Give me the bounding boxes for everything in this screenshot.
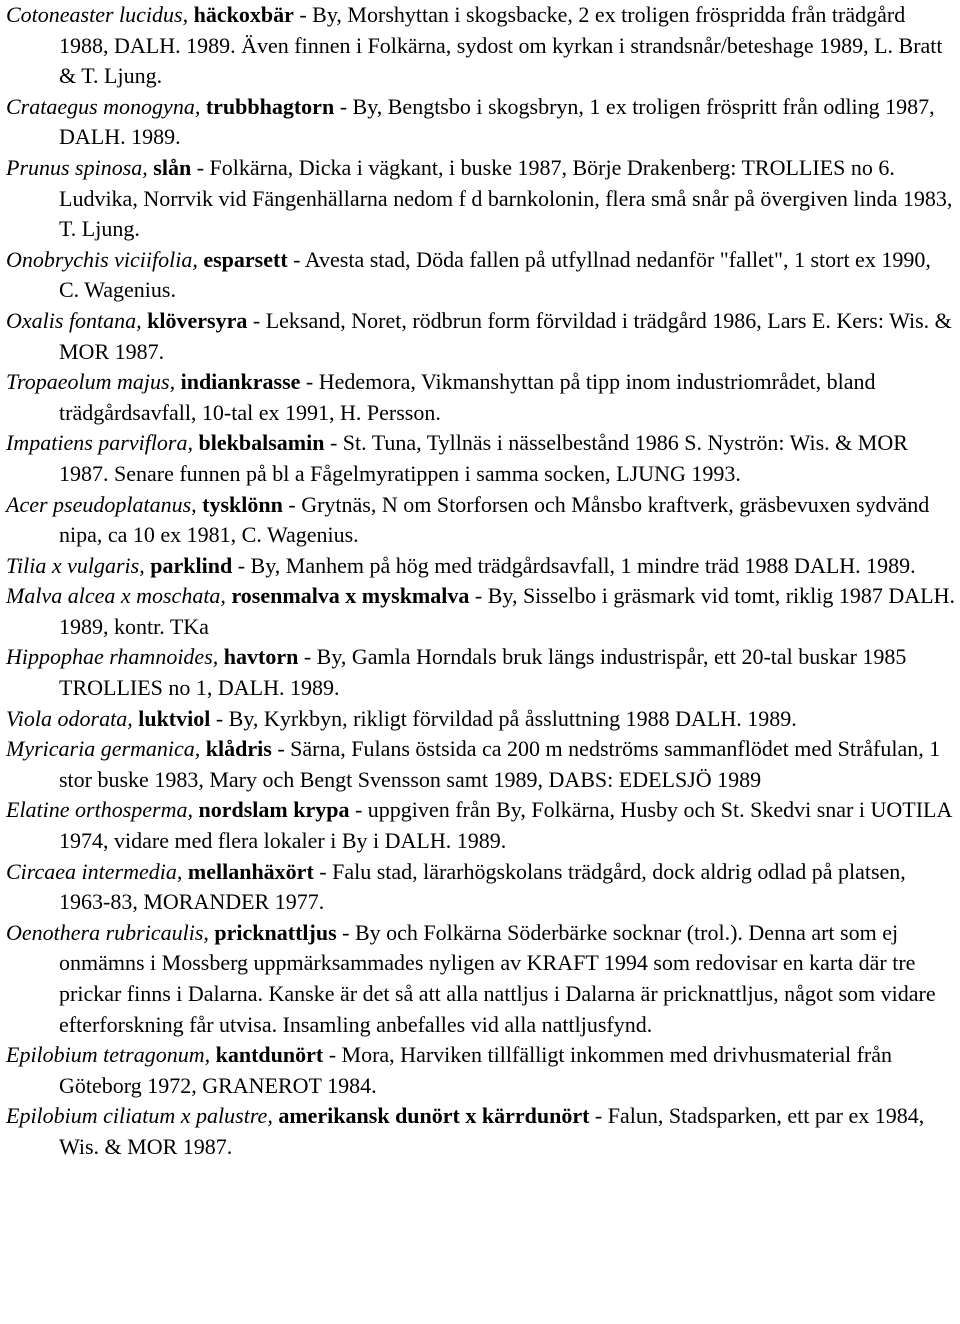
entry-text: - Hedemora, Vikmanshyttan på tipp inom industriområdet, bland trädgårdsavfall, 10-tal ex 1991, H. Persson. [59,369,876,425]
common-name: slån [153,154,192,180]
entry-text: - Falun, Stadsparken, ett par ex 1984, Wis. & MOR 1987. [59,1103,925,1159]
species-entry [6,92,956,153]
common-name: mellanhäxört [187,858,314,884]
scientific-name: Epilobium tetragonum, [6,1042,211,1068]
common-name: häckoxbär [193,2,294,27]
species-entry [6,367,956,428]
common-name: havtorn [223,644,299,670]
species-entry [6,1040,956,1101]
common-name: esparsett [203,246,288,272]
scientific-name: Impatiens parviflora, [6,430,193,456]
entry-text: - Särna, Fulans östsida ca 200 m nedströms sammanflödet med Stråfulan, 1 stor buske 1983, Mary och Bengt Svensson samt 1989, DABS: EDELSJÖ 1989 [59,736,941,792]
scientific-name: Circaea intermedia, [6,858,183,884]
common-name: luktviol [138,705,211,731]
common-name: klöversyra [147,307,248,333]
scientific-name: Oxalis fontana, [6,307,142,333]
common-name: pricknattljus [214,919,337,945]
scientific-name: Onobrychis viciifolia, [6,246,198,272]
common-name: klådris [205,736,272,762]
entry-text: - Avesta stad, Döda fallen på utfyllnad nedanför "fallet", 1 stort ex 1990, C. Wagenius. [59,246,931,303]
scientific-name: Viola odorata, [6,705,133,731]
entry-text: - uppgiven från By, Folkärna, Husby och St. Skedvi snar i UOTILA 1974, vidare med flera lokaler i By i DALH. 1989. [59,797,952,854]
species-entry [6,918,956,1040]
species-entry [6,642,956,703]
common-name: trubbhagtorn [205,93,335,119]
common-name: tysklönn [202,491,283,517]
common-name: indiankrasse [180,369,301,395]
scientific-name: Oenothera rubricaulis, [6,919,209,945]
entry-text: - Falu stad, lärarhögskolans trädgård, dock aldrig odlad på platsen, 1963-83, MORANDER 1977. [59,858,906,915]
common-name: rosenmalva x myskmalva [231,583,470,609]
species-entry [6,0,956,92]
scientific-name: Myricaria germanica, [6,736,201,762]
entry-text: - Leksand, Noret, rödbrun form förvildad i trädgård 1986, Lars E. Kers: Wis. & MOR 1987. [59,307,952,364]
common-name: kantdunört [215,1042,324,1068]
entry-text: - By, Manhem på hög med trädgårdsavfall, 1 mindre träd 1988 DALH. 1989. [232,552,916,578]
species-entry [6,490,956,551]
entry-text: - Mora, Harviken tillfälligt inkommen med drivhusmaterial från Göteborg 1972, GRANEROT 1984. [59,1042,892,1098]
species-entry [6,734,956,795]
scientific-name: Elatine orthosperma, [6,797,193,823]
scientific-name: Acer pseudoplatanus, [6,491,197,517]
species-entry [6,306,956,367]
entry-text: - By, Bengtsbo i skogsbryn, 1 ex troligen fröspritt från odling 1987, DALH. 1989. [59,93,935,150]
common-name: blekbalsamin [198,430,325,456]
entry-text: - Grytnäs, N om Storforsen och Månsbo kraftverk, gräsbevuxen sydvänd nipa, ca 10 ex 1981, C. Wagenius. [59,491,930,548]
species-entry [6,581,956,642]
scientific-name: Epilobium ciliatum x palustre, [6,1103,273,1129]
scientific-name: Malva alcea x moschata, [6,583,226,609]
species-entry [6,795,956,856]
species-entry [6,245,956,306]
entry-text: - By, Morshyttan i skogsbacke, 2 ex troligen fröspridda från trädgård 1988, DALH. 1989. Även finnen i Folkärna, sydost om kyrkan i strandsnår/beteshage 1989, L. Bratt & T. Ljung. [59,2,943,89]
common-name: nordslam krypa [198,797,350,823]
entry-text: - By och Folkärna Söderbärke socknar (trol.). Denna art som ej onmämns i Mossberg uppmärksammades nyligen av KRAFT 1994 som redovisar en karta där tre prickar finns i Dalarna. Kanske är det så att alla nattljus i Dalarna är pricknattljus, något som vidare efterforskning får utvisa. Insamling anbefalles vid alla nattljusfynd. [59,919,936,1037]
common-name: amerikansk dunört x kärrdunört [278,1103,590,1129]
scientific-name: Tropaeolum majus, [6,369,176,395]
species-entry [6,428,956,489]
species-entry [6,704,956,735]
scientific-name: Cotoneaster lucidus, [6,2,189,27]
scientific-name: Tilia x vulgaris, [6,552,145,578]
entry-text: - By, Kyrkbyn, rikligt förvildad på åssluttning 1988 DALH. 1989. [210,705,797,731]
entry-text: - By, Gamla Horndals bruk längs industrispår, ett 20-tal buskar 1985 TROLLIES no 1, DALH. 1989. [59,644,907,701]
scientific-name: Hippophae rhamnoides, [6,644,219,670]
species-entry [6,857,956,918]
species-entry [6,551,956,582]
entry-text: - By, Sisselbo i gräsmark vid tomt, riklig 1987 DALH. 1989, kontr. TKa [59,583,955,639]
entry-text: - St. Tuna, Tyllnäs i nässelbestånd 1986 S. Nyströn: Wis. & MOR 1987. Senare funnen på bl a Fågelmyratippen i samma socken, LJUNG 1993. [59,430,908,486]
scientific-name: Crataegus monogyna, [6,93,201,119]
species-entry [6,1101,956,1162]
scientific-name: Prunus spinosa, [6,154,148,180]
species-entry [6,153,956,245]
common-name: parklind [150,552,233,578]
entry-text: - Folkärna, Dicka i vägkant, i buske 1987, Börje Drakenberg: TROLLIES no 6. Ludvika, Norrvik vid Fängenhällarna nedom f d barnkolonin, flera små snår på övergiven linda 1983, T. Ljung. [59,154,953,242]
